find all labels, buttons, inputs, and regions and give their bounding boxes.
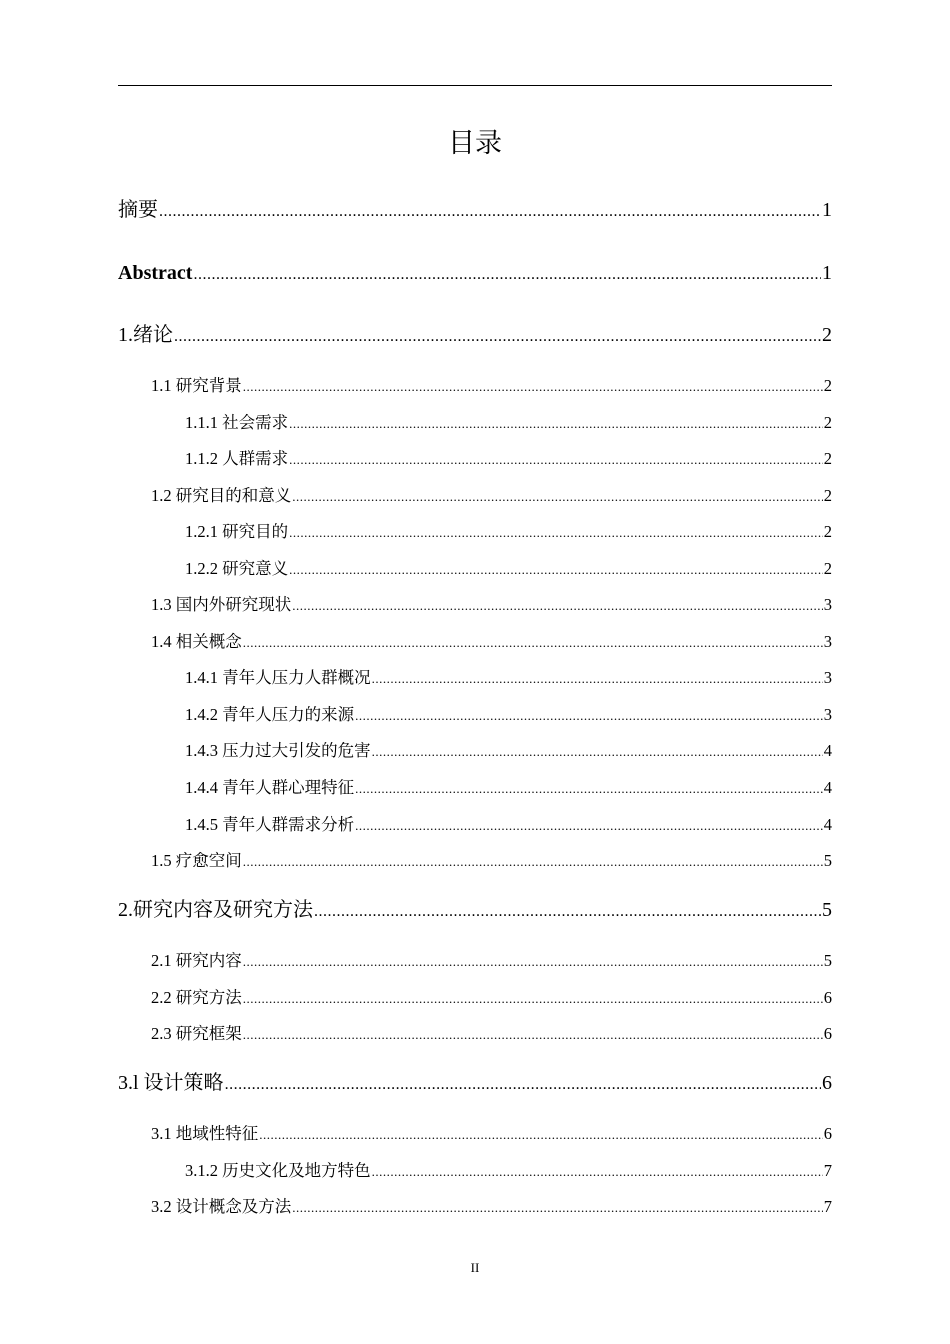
page-number: II [470,1260,480,1275]
toc-entry-page: 7 [823,1197,832,1216]
toc-leader [174,324,821,350]
toc-entry-page: 6 [823,988,832,1007]
toc-leader [243,1024,823,1046]
toc-entry-page: 3 [823,668,832,687]
toc-leader [372,1161,823,1183]
toc-entry-page: 6 [823,1024,832,1043]
toc-entry-page: 2 [823,486,832,505]
header-rule [118,85,832,86]
toc-leader [292,1197,823,1219]
toc-entry-label: 摘要 [118,199,158,221]
toc-entry-label: 1.2.1 研究目的 [185,522,289,541]
toc-entry-label: 3.1.2 历史文化及地方特色 [185,1161,371,1180]
toc-entry[interactable] [118,1196,832,1219]
toc-entry-page: 6 [823,1124,832,1143]
toc-leader [243,632,823,654]
toc-entry-label: 1.1 研究背景 [151,376,242,395]
toc-entry[interactable] [118,260,832,288]
toc-entry[interactable] [118,950,832,973]
toc-leader [243,951,823,973]
toc-entry-page: 2 [823,376,832,395]
toc-entry-page: 3 [823,632,832,651]
toc-entry[interactable] [118,667,832,690]
toc-entry-label: 1.5 疗愈空间 [151,851,242,870]
toc-leader [355,778,823,800]
toc-entry-label: 1.绪论 [118,324,173,346]
toc-entry-label: 2.3 研究框架 [151,1024,242,1043]
toc-entry[interactable] [118,558,832,581]
toc-entry[interactable] [118,375,832,398]
toc-entry-page: 4 [823,778,832,797]
toc-entry-label: 3.1 地域性特征 [151,1124,259,1143]
toc-entry-label: 1.4.3 压力过大引发的危害 [185,741,371,760]
toc-entry-label: 3.2 设计概念及方法 [151,1197,292,1216]
toc-leader [289,559,823,581]
toc-entry-label: 1.1.1 社会需求 [185,413,289,432]
toc-entry-page: 1 [822,199,832,221]
toc-leader [292,595,823,617]
toc-entry-page: 1 [822,262,832,284]
toc-entry-label: 1.4.5 青年人群需求分析 [185,815,355,834]
toc-entry[interactable] [118,521,832,544]
toc-entry[interactable] [118,777,832,800]
toc-leader [372,668,823,690]
toc-entry[interactable] [118,987,832,1010]
toc-entry-label: 1.2.2 研究意义 [185,559,289,578]
toc-entry[interactable] [118,704,832,727]
toc-entry[interactable] [118,1070,832,1098]
toc-leader [355,705,823,727]
toc-title: 目录 [448,128,502,159]
toc-entry-label: 2.2 研究方法 [151,988,242,1007]
toc-leader [259,1124,823,1146]
toc-entry[interactable] [118,631,832,654]
toc-entry[interactable] [118,485,832,508]
toc-entry-label: 2.研究内容及研究方法 [118,899,313,921]
toc-entry-label: 1.2 研究目的和意义 [151,486,292,505]
toc-entry-label: 3.l 设计策略 [118,1072,224,1094]
toc-entry[interactable] [118,322,832,350]
toc-leader [372,741,823,763]
toc-entry[interactable] [118,897,832,925]
toc-leader [289,522,823,544]
toc-entry-label: 2.1 研究内容 [151,951,242,970]
toc-entry-label: 1.4 相关概念 [151,632,242,651]
toc-entry-page: 3 [823,705,832,724]
toc-entry-page: 3 [823,595,832,614]
toc-leader [159,199,821,225]
toc-entry-page: 7 [823,1161,832,1180]
toc-entry-label: 1.4.1 青年人压力人群概况 [185,668,371,687]
toc-entry[interactable] [118,1160,832,1183]
toc-leader [289,449,823,471]
toc-entry-page: 5 [822,899,832,921]
toc-entry-page: 6 [822,1072,832,1094]
toc-entry-page: 5 [823,851,832,870]
toc-leader [193,262,821,288]
toc-leader [243,851,823,873]
toc-entry-page: 2 [823,413,832,432]
toc-leader [355,815,823,837]
toc-entry-page: 2 [823,449,832,468]
toc-entry[interactable] [118,197,832,225]
toc-entry-page: 2 [823,522,832,541]
toc-entry[interactable] [118,740,832,763]
toc-leader [243,988,823,1010]
toc-entry-label: 1.4.4 青年人群心理特征 [185,778,355,797]
toc-entry[interactable] [118,448,832,471]
toc-entry-label: 1.4.2 青年人压力的来源 [185,705,355,724]
toc-entry[interactable] [118,850,832,873]
toc-leader [289,413,823,435]
toc-entry[interactable] [118,814,832,837]
toc-entry-page: 2 [823,559,832,578]
toc-entry[interactable] [118,1023,832,1046]
toc-entry-page: 4 [823,815,832,834]
toc-leader [243,376,823,398]
toc-entry-page: 2 [822,324,832,346]
toc-entry[interactable] [118,1123,832,1146]
toc-leader [314,899,821,925]
toc-leader [225,1072,821,1098]
toc-entry-page: 5 [823,951,832,970]
toc-entry[interactable] [118,412,832,435]
toc-leader [292,486,823,508]
toc-entry-label: 1.3 国内外研究现状 [151,595,292,614]
toc-entry-label: 1.1.2 人群需求 [185,449,289,468]
toc-entry[interactable] [118,594,832,617]
toc-entry-label: Abstract [118,262,193,284]
toc-entry-page: 4 [823,741,832,760]
